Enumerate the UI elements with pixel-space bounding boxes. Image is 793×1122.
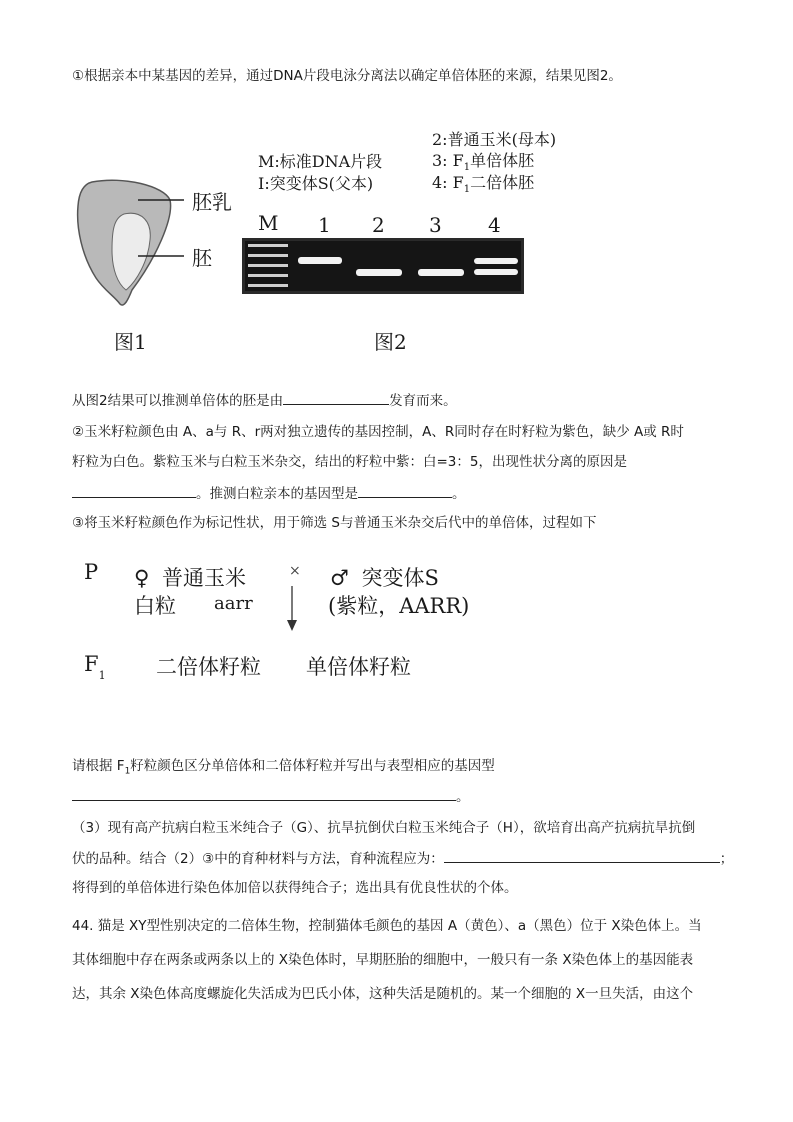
- answer-blank-reason[interactable]: [72, 483, 196, 498]
- haploid-seed-label: 单倍体籽粒: [306, 655, 411, 679]
- figure2-caption: 图2: [374, 330, 407, 354]
- lane-label-3: 3: [429, 213, 442, 237]
- figure1-pointer-lines: [138, 196, 188, 262]
- lane-3-band: [418, 269, 464, 276]
- diploid-seed-label: 二倍体籽粒: [156, 655, 261, 679]
- lane-label-m: M: [258, 211, 279, 235]
- q1-post: 发育而来。: [389, 393, 457, 409]
- legend-4-sub: 1: [463, 184, 471, 195]
- answer-blank-origin[interactable]: [283, 390, 389, 405]
- q2-line1: ②玉米籽粒颜色由 A、a与 R、r两对独立遗传的基因控制，A、R同时存在时籽粒为紫色，缺少 A或 R时: [72, 424, 684, 440]
- marker-band: [248, 274, 288, 277]
- male-name: 突变体S: [361, 566, 439, 590]
- female-symbol-icon: ♀: [134, 566, 150, 590]
- male-symbol-icon: ♂: [330, 566, 349, 590]
- q44-line3: 达，其余 X染色体高度螺旋化失活成为巴氏小体，这种失活是随机的。某一个细胞的 X一旦失活，由这个: [72, 986, 694, 1002]
- female-parent: [134, 562, 246, 592]
- legend-m: M:标准DNA片段: [258, 152, 383, 171]
- q4-sub: 1: [124, 766, 131, 777]
- lane-4-band-lower: [474, 269, 518, 275]
- lane-4-band-upper: [474, 258, 518, 264]
- lane-1-band: [298, 257, 342, 264]
- female-name: 普通玉米: [162, 566, 247, 590]
- q2-line3-end: 。: [452, 486, 466, 502]
- f1-sub: 1: [98, 669, 106, 682]
- male-parent: [330, 562, 439, 592]
- label-embryo: 胚: [192, 246, 212, 270]
- q4-line: [72, 756, 495, 782]
- q4-pre: 请根据 F: [72, 758, 125, 774]
- legend-3-post: 单倍体胚: [470, 151, 535, 170]
- f1-label: [84, 652, 106, 682]
- legend-2: 2:普通玉米(母本): [432, 130, 557, 149]
- legend-3-sub: 1: [463, 162, 471, 173]
- q5-line3: 将得到的单倍体进行染色体加倍以获得纯合子；选出具有优良性状的个体。: [72, 880, 518, 896]
- lane-label-2: 2: [372, 213, 385, 237]
- q2-line2: 籽粒为白色。紫粒玉米与白粒玉米杂交，结出的籽粒中紫：白=3：5，出现性状分离的原因是: [72, 454, 627, 470]
- answer-blank-breeding[interactable]: [444, 848, 720, 863]
- q3-intro: ③将玉米籽粒颜色作为标记性状，用于筛选 S与普通玉米杂交后代中的单倍体，过程如下: [72, 515, 597, 531]
- q5-line2: [72, 848, 733, 869]
- cross-p-label: P: [84, 560, 99, 584]
- electrophoresis-gel: [242, 238, 524, 294]
- male-traits: (紫粒，AARR): [328, 594, 470, 618]
- f1-letter: F: [84, 652, 99, 676]
- legend-4-post: 二倍体胚: [470, 173, 535, 192]
- lane-label-4: 4: [488, 213, 501, 237]
- q2-line3-mid: 。推测白粒亲本的基因型是: [196, 486, 358, 502]
- q5-line2-pre: 伏的品种。结合（2）③中的育种材料与方法，育种流程应为：: [72, 851, 444, 867]
- q44-line2: 其体细胞中存在两条或两条以上的 X染色体时，早期胚胎的细胞中，一般只有一条 X染色体上的基因能表: [72, 952, 694, 968]
- label-endosperm: 胚乳: [192, 190, 232, 214]
- cross-times: ×: [289, 563, 301, 579]
- female-genotype: aarr: [214, 593, 253, 614]
- q5-line2-end: ；: [719, 851, 734, 867]
- marker-band: [248, 254, 288, 257]
- legend-3-pre: 3: F: [432, 151, 464, 170]
- q4-post: 籽粒颜色区分单倍体和二倍体籽粒并写出与表型相应的基因型: [130, 758, 495, 774]
- female-phenotype: 白粒: [134, 594, 176, 618]
- down-arrow-icon: [286, 586, 298, 632]
- q4-end: 。: [456, 789, 470, 805]
- q4-answer-line: [72, 786, 470, 807]
- answer-blank-genotype[interactable]: [358, 483, 452, 498]
- marker-band: [248, 284, 288, 287]
- legend-4-pre: 4: F: [432, 173, 464, 192]
- marker-band: [248, 244, 288, 247]
- marker-band: [248, 264, 288, 267]
- figure1-caption: 图1: [114, 330, 147, 354]
- legend-1: I:突变体S(父本): [258, 174, 374, 193]
- q2-line3: [72, 483, 466, 504]
- q1-pre: 从图2结果可以推测单倍体的胚是由: [72, 393, 284, 409]
- answer-blank-genotypes[interactable]: [72, 786, 456, 801]
- lane-2-band: [356, 269, 402, 276]
- intro-line: ①根据亲本中某基因的差异，通过DNA片段电泳分离法以确定单倍体胚的来源，结果见图2。: [72, 68, 622, 84]
- q5-line1: （3）现有高产抗病白粒玉米纯合子（G）、抗旱抗倒伏白粒玉米纯合子（H），欲培育出高产抗病抗旱抗倒: [72, 820, 696, 836]
- question-haploid-origin: [72, 390, 457, 411]
- legend-4: [432, 173, 534, 200]
- q44-line1: 44. 猫是 XY型性别决定的二倍体生物，控制猫体毛颜色的基因 A（黄色）、a（黑色）位于 X染色体上。当: [72, 918, 702, 934]
- lane-label-1: 1: [318, 213, 331, 237]
